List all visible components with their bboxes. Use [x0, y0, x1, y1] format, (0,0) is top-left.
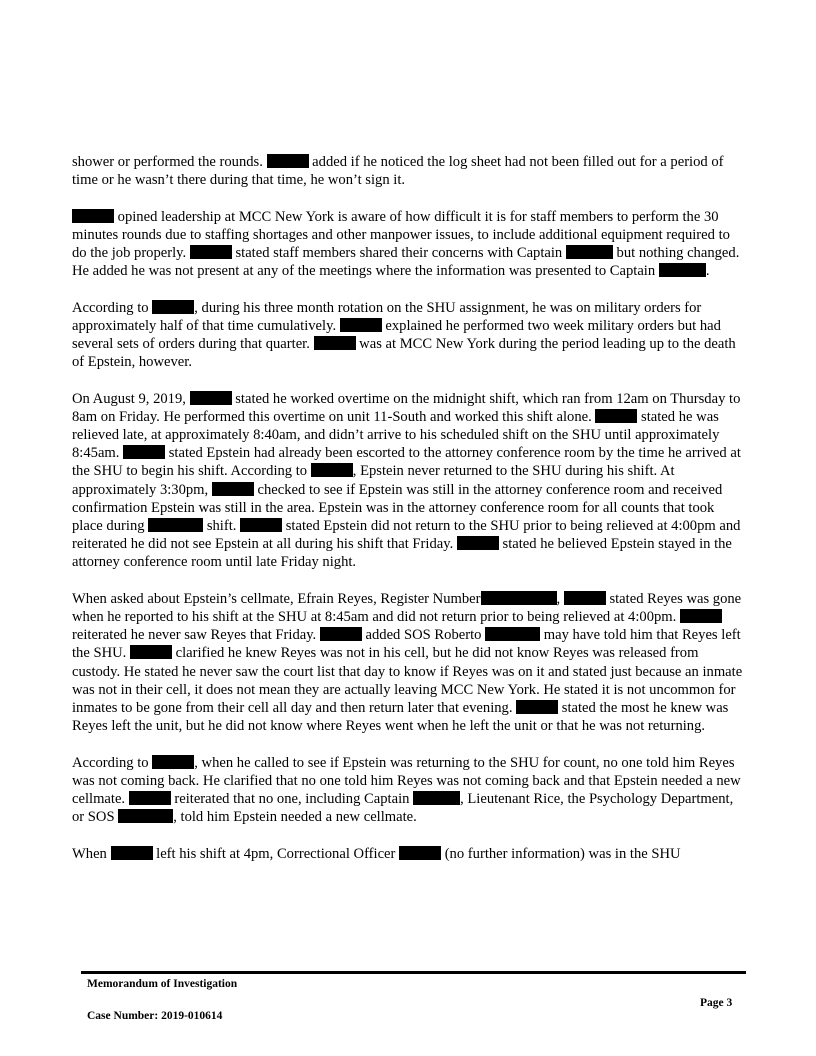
paragraph-text: explained he performed two week military orders but had several sets of orders during that quarter. [72, 317, 725, 352]
redaction-box [267, 154, 309, 168]
paragraph-text: added SOS Roberto [361, 627, 486, 644]
paragraph-text: but nothing changed. He added he was not present at any of the meetings where the information was presented to Captain [72, 245, 744, 280]
redaction-box [399, 846, 441, 860]
paragraph-text: clarified he knew Reyes was not in his cell, but he did not know Reyes was released from custody. He stated he never saw the court list that day to know if Reyes was on it and stated just because an inmate was not in their cell, it does not mean they are actually leaving MCC New York. He stated it is not uncommon for inmates to be gone from their cell all day and then return later that evening. [72, 645, 746, 717]
redaction-box [413, 791, 460, 805]
redaction-box [190, 245, 232, 259]
paragraph-text: shift. [203, 518, 241, 535]
paragraph-text: reiterated that no one, including Captain [170, 791, 414, 808]
paragraph-text: stated Epstein had already been escorted to the attorney conference room by the time he arrived at the SHU to begin his shift. According to [72, 445, 745, 480]
redaction-box [111, 846, 153, 860]
redaction-box [320, 627, 362, 641]
redaction-box [311, 463, 353, 477]
memo-paragraph [72, 390, 747, 572]
paragraph-text: was at MCC New York during the period leading up to the death of Epstein, however. [72, 336, 740, 371]
redaction-box [190, 391, 232, 405]
footer-doc-title: Memorandum of Investigation [87, 978, 238, 990]
paragraph-text: reiterated he never saw Reyes that Friday. [72, 609, 726, 644]
paragraph-text: . [705, 263, 710, 280]
redaction-box [516, 700, 558, 714]
redaction-box [481, 591, 557, 605]
paragraph-text: stated he was relieved late, at approximately 8:40am, and didn’t arrive to his scheduled shift on the SHU until approximately 8:45am. [72, 408, 724, 462]
redaction-box [240, 518, 282, 532]
paragraph-text: stated Epstein did not return to the SHU prior to being relieved at 4:00pm and reiterated he did not see Epstein at all during his shift that Friday. [72, 518, 745, 553]
paragraph-text: shower or performed the rounds. [72, 154, 267, 170]
paragraph-text: stated staff members shared their concerns with Captain [231, 245, 566, 261]
paragraph-text: On August 9, 2019, [72, 390, 190, 407]
memo-paragraph [72, 153, 747, 189]
redaction-box [130, 645, 172, 659]
redaction-box [118, 809, 173, 823]
paragraph-text: checked to see if Epstein was still in the attorney conference room and received confirmation Epstein was still in the area. Epstein was in the attorney conference room for all counts that took place during [72, 481, 726, 535]
footer-divider [81, 971, 746, 974]
redaction-box [566, 245, 613, 259]
redaction-box [72, 209, 114, 223]
memo-paragraph [72, 208, 747, 281]
paragraph-text: According to [72, 754, 153, 771]
redaction-box [659, 263, 706, 277]
memo-body [72, 153, 747, 863]
redaction-box [212, 482, 254, 496]
redaction-box [595, 409, 637, 423]
paragraph-text: opined leadership at MCC New York is aware of how difficult it is for staff members to perform the 30 minutes rounds due to staffing shortages and other manpower issues, to include additional equipment required to do the job properly. [72, 208, 734, 261]
paragraph-text: , during his three month rotation on the SHU assignment, he was on military orders for approximately half of that time cumulatively. [72, 299, 705, 334]
paragraph-text: stated he worked overtime on the midnight shift, which ran from 12am on Thursday to 8am on Friday. He performed this overtime on unit 11-South and worked this shift alone. [72, 390, 745, 425]
redaction-box [457, 536, 499, 550]
paragraph-text: added if he noticed the log sheet had not been filled out for a period of time or he wasn’t there during that time, he won’t sign it. [72, 154, 728, 189]
paragraph-text: (no further information) was in the SHU [441, 845, 681, 862]
redaction-box [148, 518, 203, 532]
redaction-box [680, 609, 722, 623]
footer-case-number: Case Number: 2019-010614 [87, 1010, 223, 1022]
paragraph-text: left his shift at 4pm, Correctional Officer [152, 845, 400, 862]
paragraph-text: , Epstein never returned to the SHU during his shift. At approximately 3:30pm, [72, 463, 679, 498]
paragraph-text: , Lieutenant Rice, the Psychology Department, or SOS [72, 791, 737, 826]
paragraph-text: stated the most he knew was Reyes left the unit, but he did not know where Reyes went when he left the unit or that he was not returning. [72, 700, 733, 735]
memo-paragraph [72, 845, 747, 863]
paragraph-text: stated he believed Epstein stayed in the attorney conference room until late Friday night. [72, 536, 736, 571]
paragraph-text: stated Reyes was gone when he reported to his shift at the SHU at 8:45am and did not return prior to being relieved at 4:00pm. [72, 590, 745, 626]
redaction-box [152, 755, 194, 769]
paragraph-text: When asked about Epstein’s cellmate, Efrain Reyes, Register Number [72, 590, 481, 607]
paragraph-text: , [556, 590, 564, 607]
redaction-box [123, 445, 165, 459]
paragraph-text: According to [72, 299, 153, 316]
redaction-box [564, 591, 606, 605]
paragraph-text: , told him Epstein needed a new cellmate. [173, 809, 417, 826]
paragraph-text: , when he called to see if Epstein was returning to the SHU for count, no one told him Reyes was not coming back. He clarified that no one told him Reyes was not coming back and that Epstein needed a new cellmate. [72, 754, 745, 808]
memo-paragraph [72, 754, 747, 827]
redaction-box [485, 627, 540, 641]
redaction-box [314, 336, 356, 350]
footer-page-number: Page 3 [700, 997, 733, 1009]
memo-paragraph [72, 590, 747, 736]
paragraph-text: may have told him that Reyes left the SHU. [72, 627, 745, 662]
paragraph-text: When [72, 845, 111, 862]
redaction-box [129, 791, 171, 805]
redaction-box [152, 300, 194, 314]
redaction-box [340, 318, 382, 332]
memo-paragraph [72, 299, 747, 372]
